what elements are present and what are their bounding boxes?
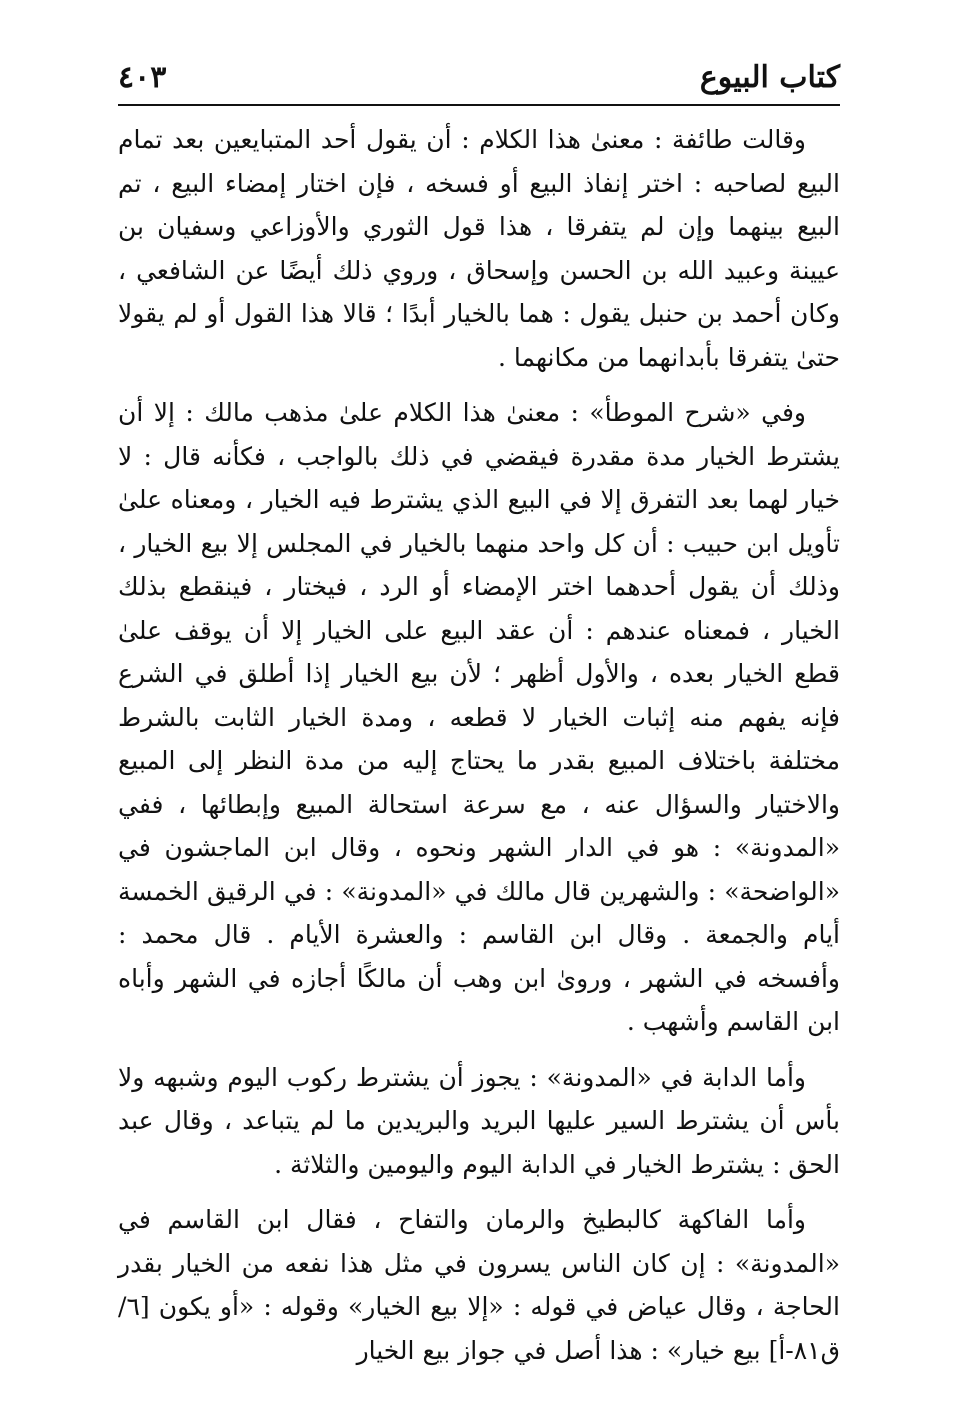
- body-text: [118, 118, 840, 1372]
- header-rule: [118, 104, 840, 106]
- paragraph-1: وقالت طائفة : معنىٰ هذا الكلام : أن يقول أحد المتبايعين بعد تمام البيع لصاحبه : اختر إنفاذ البيع أو فسخه ، فإن اختار إمضاء البيع ، تم البيع بينهما وإن لم يتفرقا ، هذا قول الثوري والأوزاعي وسفيان بن عيينة وعبيد الله بن الحسن وإسحاق ، وروي ذلك أيضًا عن الشافعي ، وكان أحمد بن حنبل يقول : هما بالخيار أبدًا ؛ قالا هذا القول أو لم يقولا حتىٰ يتفرقا بأبدانهما من مكانهما .: [118, 125, 840, 372]
- paragraph-2: وفي «شرح الموطأ» : معنىٰ هذا الكلام علىٰ مذهب مالك : إلا أن يشترط الخيار مدة مقدرة فيقضي في ذلك بالواجب ، فكأنه قال : لا خيار لهما بعد التفرق إلا في البيع الذي يشترط فيه الخيار ، ومعناه علىٰ تأويل ابن حبيب : أن كل واحد منهما بالخيار في المجلس إلا بيع الخيار ، وذلك أن يقول أحدهما اختر الإمضاء أو الرد ، فيختار ، فينقطع بذلك الخيار ، فمعناه عندهم : أن عقد البيع على الخيار إلا أن يوقف علىٰ قطع الخيار بعده ، والأول أظهر ؛ لأن بيع الخيار إذا أطلق في الشرع فإنه يفهم منه إثبات الخيار لا قطعه ، ومدة الخيار الثابت بالشرط مختلفة باختلاف المبيع بقدر ما يحتاج إليه من مدة النظر إلى المبيع والاختيار والسؤال عنه ، مع سرعة استحالة المبيع وإبطائها ، ففي «المدونة» : هو في الدار الشهر ونحوه ، وقال ابن الماجشون في «الواضحة» : والشهرين قال مالك في «المدونة» : في الرقيق الخمسة أيام والجمعة . وقال ابن القاسم : والعشرة الأيام . قال محمد : وأفسخه في الشهر ، وروىٰ ابن وهب أن مالكًا أجازه في الشهر وأباه ابن القاسم وأشهب .: [118, 398, 840, 1036]
- paragraph-4: وأما الفاكهة كالبطيخ والرمان والتفاح ، فقال ابن القاسم في «المدونة» : إن كان الناس يسرون في مثل هذا نفعه من الخيار بقدر الحاجة ، وقال عياض في قوله : «إلا بيع الخيار» وقوله : «أو يكون [٦/ ق٨١-أ] بيع خيار» : هذا أصل في جواز بيع الخيار: [118, 1205, 840, 1365]
- chapter-title: كتاب البيوع: [699, 60, 840, 95]
- page-header: [118, 58, 840, 104]
- page-number: ٤٠٣: [118, 60, 167, 95]
- book-page: [118, 58, 840, 1398]
- paragraph-3: وأما الدابة في «المدونة» : يجوز أن يشترط ركوب اليوم وشبهه ولا بأس أن يشترط السير عليها البريد والبريدين ما لم يتباعد ، وقال عبد الحق : يشترط الخيار في الدابة اليوم واليومين والثلاثة .: [118, 1062, 840, 1179]
